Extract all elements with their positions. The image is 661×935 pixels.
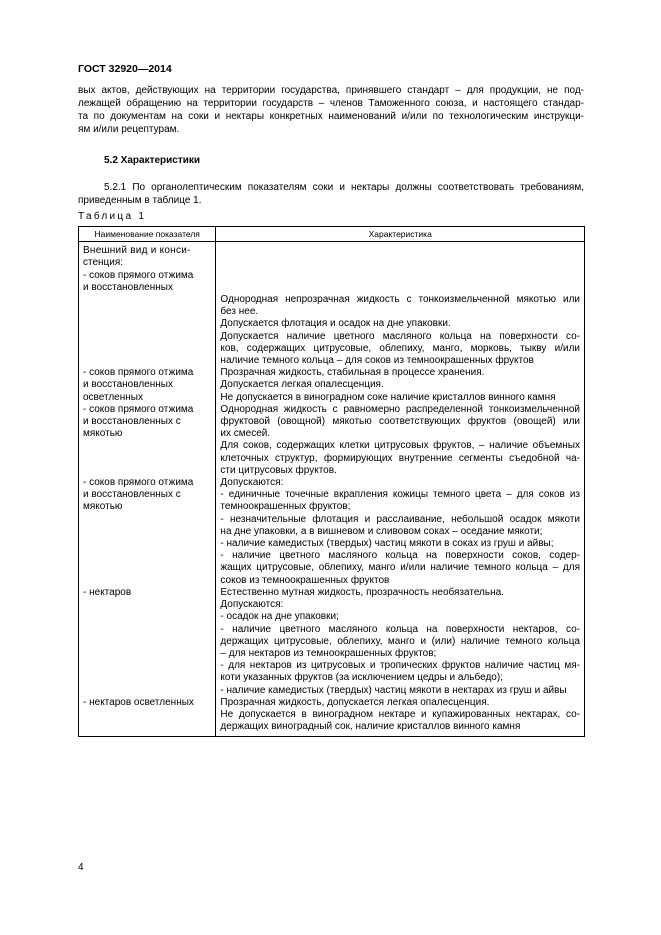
characteristic-line: сти цитрусовых фруктов. [220,464,337,476]
characteristic-cell [216,404,585,477]
characteristic-paragraph [220,367,580,379]
characteristic-line: Естественно мутная жидкость, прозрачность необязательна. [220,586,504,598]
characteristic-line: Однородная непрозрачная жидкость с тонкоизмельченной мякотью или [220,294,580,306]
characteristic-line: Допускается легкая опалесценция. [220,379,384,391]
characteristic-line: Допускается флотация и осадок на дне упаковки. [220,318,451,330]
characteristic-line: Прозрачная жидкость, стабильная в процессе хранения. [220,367,485,379]
characteristic-line: держащих цитрусовые, облепиху, манго и (или) наличие темного кольца [220,635,580,647]
characteristic-paragraph [220,440,580,477]
characteristic-paragraph [220,611,580,623]
column-header-indicator: Наименование показателя [79,227,216,242]
indicator-line: и восстановленных с [83,416,181,428]
indicator-line: - соков прямого отжима [83,367,194,379]
characteristic-line: - наличие цветного масляного кольца на поверхности нектаров, со- [220,623,580,635]
indicator-line: мякотью [83,501,123,513]
characteristic-line: - осадок на дне упаковки; [220,611,339,623]
characteristic-cell [216,587,585,697]
characteristic-cell [216,477,585,587]
characteristic-paragraph [220,294,580,318]
characteristic-paragraph [220,660,580,684]
table-row [79,242,585,270]
characteristic-line: Не допускается в виноградном соке наличие кристаллов винного камня [220,391,556,403]
characteristic-line: коти указанных фруктов (за исключением цедры и альбедо); [220,672,503,684]
indicator-line: стенция: [83,257,124,269]
organoleptic-table [78,226,585,737]
characteristic-paragraph [220,587,580,599]
document-header: ГОСТ 32920—2014 [78,63,172,75]
characteristic-line [220,270,580,282]
indicator-line: - соков прямого отжима [83,403,194,415]
characteristic-paragraph [220,709,580,733]
characteristic-cell [216,270,585,368]
indicator-line: - соков прямого отжима [83,269,194,281]
characteristic-paragraph [220,392,580,404]
characteristic-cell [216,367,585,404]
column-header-characteristic: Характеристика [216,227,585,242]
characteristic-line: соков из темноокрашенных фруктов [220,574,390,586]
characteristic-paragraph [220,697,580,709]
characteristic-line: - наличие камедистых (твердых) частиц мякоти в нектарах из груш и айвы [220,684,567,696]
characteristic-paragraph [220,550,580,587]
characteristic-line: - наличие камедистых (твердых) частиц мякоти в соках из груш и айвы; [220,538,554,550]
characteristic-line: Допускаются: [220,599,284,611]
table-row [79,697,585,737]
intro-line: лежащей обращению на территории государств – членов Таможенного союза, и настоящего стандар- [78,98,584,109]
indicator-line: - нектаров осветленных [83,696,194,708]
characteristic-paragraph [220,514,580,538]
p521-line: 5.2.1 По органолептическим показателям соки и нектары должны соответствовать требованиям, [104,182,584,193]
intro-paragraph [78,84,584,136]
table-header-row [79,227,585,242]
table-row [79,477,585,587]
characteristic-paragraph [220,477,580,489]
characteristic-paragraph [220,331,580,368]
characteristic-line: - незначительные флотация и расслаивание, небольшой осадок мякоти [220,513,580,525]
indicator-cell [79,404,216,477]
characteristic-cell [216,242,585,270]
intro-line: ям и/или рецептурам. [78,124,180,135]
characteristic-line: клеточных структур, формирующих внутренние сегменты съедобной ча- [220,452,580,464]
indicator-line: и восстановленных [83,281,173,293]
characteristic-line: - для нектаров из цитрусовых и тропических фруктов наличие частиц мя- [220,660,580,672]
indicator-line: мякотью [83,428,123,440]
indicator-cell [79,587,216,697]
indicator-cell [79,270,216,368]
characteristic-line: - наличие цветного масляного кольца на поверхности соков, содер- [220,550,580,562]
characteristic-paragraph [220,379,580,391]
characteristic-paragraph [220,599,580,611]
characteristic-line [220,282,580,294]
characteristic-paragraph [220,404,580,441]
intro-line: та по документам на соки и нектары конкретных наименований и/или по технологическим инструкци- [78,111,584,122]
characteristic-line: Допускается наличие цветного масляного кольца на поверхности со- [220,330,580,342]
characteristic-line: – для нектаров из темноокрашенных фруктов; [220,647,437,659]
page-number: 4 [78,862,84,873]
characteristic-line: жащих цитрусовые, облепиху, манго и/или наличие темного кольца – для [220,562,580,574]
characteristic-paragraph [220,489,580,513]
table-caption: Таблица 1 [78,211,147,222]
characteristic-line: темноокрашенных фруктов; [220,501,351,513]
table-row [79,404,585,477]
indicator-line: осветленных [83,391,143,403]
characteristic-line: держащих виноградный сок, наличие кристаллов винного камня [220,721,521,733]
characteristic-paragraph [220,685,580,697]
p521-line: приведенным в таблице 1. [78,195,202,206]
characteristic-paragraph [220,538,580,550]
indicator-cell [79,367,216,404]
characteristic-line: Допускаются: [220,477,284,489]
section-title: 5.2 Характеристики [104,155,201,166]
characteristic-line: Однородная жидкость с равномерно распределенной тонкоизмельченной [220,403,580,415]
intro-line: вых актов, действующих на территории государства, принявшего стандарт – для продукции, не под- [78,85,584,96]
characteristic-line: Прозрачная жидкость, допускается легкая опалесценция. [220,696,490,708]
characteristic-line: наличие темного кольца – для соков из темноокрашенных фруктов [220,355,534,367]
indicator-cell [79,477,216,587]
characteristic-paragraph [220,624,580,661]
characteristic-line: - единичные точечные вкрапления кожицы темного цвета – для соков из [220,489,580,501]
characteristic-line: фруктовой (овощной) мякотью соответствующих фруктов (овощей) или [220,416,580,428]
table-row [79,367,585,404]
characteristic-line: их смесей. [220,428,271,440]
characteristic-cell [216,697,585,737]
characteristic-paragraph [220,318,580,330]
indicator-line: и восстановленных [83,379,173,391]
indicator-line: Внешний вид и конси- [83,245,191,257]
characteristic-line: ков, содержащих цитрусовые, облепиху, манго, морковь, тыкву и/или [220,342,580,354]
characteristic-line: на дне упаковки, а в вишневом и сливовом соках – оседание мякоти; [220,525,543,537]
table-row [79,270,585,368]
table-row [79,587,585,697]
indicator-cell [79,697,216,737]
indicator-line: - нектаров [83,586,132,598]
clause-5-2-1 [78,181,584,207]
indicator-line: - соков прямого отжима [83,477,194,489]
characteristic-line: без нее. [220,306,259,318]
characteristic-paragraph [220,270,580,294]
indicator-cell [79,242,216,270]
indicator-line: и восстановленных с [83,489,181,501]
characteristic-line: Для соков, содержащих клетки цитрусовых фруктов, – наличие объемных [220,440,580,452]
characteristic-line: Не допускается в виноградном нектаре и купажированных нектарах, со- [220,708,580,720]
